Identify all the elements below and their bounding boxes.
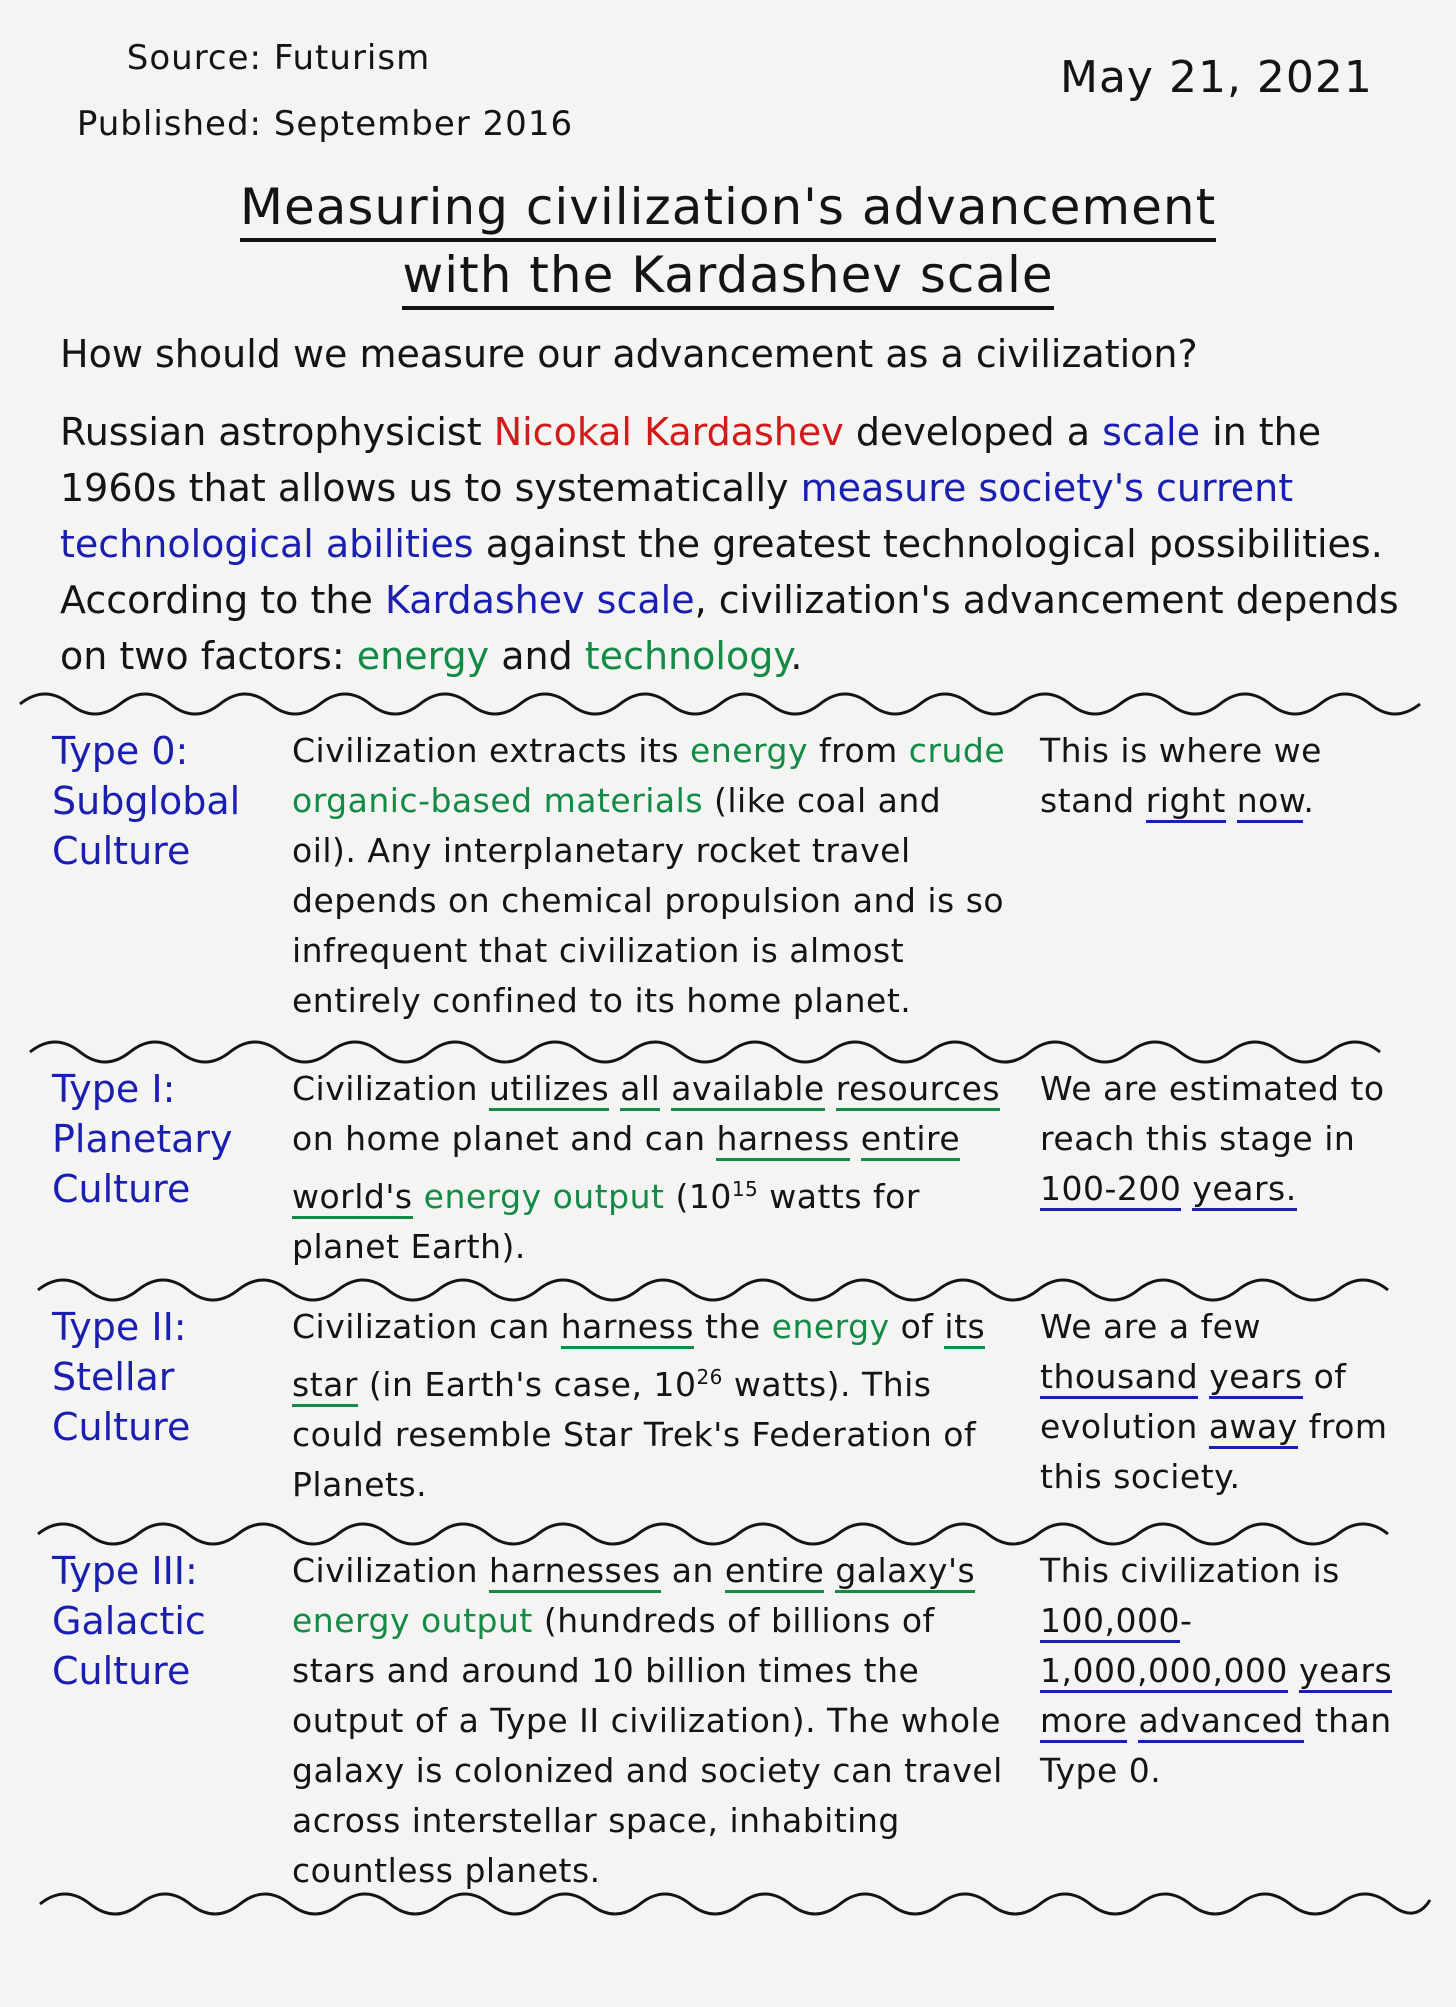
- title-text-2: with the Kardashev scale: [402, 246, 1053, 310]
- title-text-1: Measuring civilization's advancement: [240, 178, 1216, 242]
- underlined-low: 100,000: [1040, 1601, 1180, 1643]
- source-label: Source:: [126, 38, 262, 78]
- published-line: [52, 104, 573, 144]
- note-text: -: [1179, 1601, 1193, 1640]
- type-1-note: [1040, 1064, 1420, 1214]
- type-2-description: [292, 1302, 1012, 1510]
- type-0-label: [52, 726, 252, 876]
- desc-text: an: [660, 1551, 725, 1590]
- underlined-utilizes: utilizes: [489, 1069, 609, 1111]
- intro-text: developed a: [843, 410, 1103, 454]
- highlight-energy: energy: [690, 731, 809, 770]
- note-text: of evolution: [1040, 1357, 1347, 1446]
- note-text: We are estimated to reach this stage in: [1040, 1069, 1385, 1158]
- underlined-range: 100-200: [1040, 1169, 1181, 1211]
- desc-text: (in Earth's case, 10: [357, 1365, 697, 1404]
- type-label-line: Stellar: [52, 1355, 175, 1399]
- page-title-line-1: [0, 178, 1456, 242]
- highlight-energy: energy: [356, 634, 490, 678]
- underlined-away: away: [1209, 1407, 1298, 1449]
- wavy-divider: [0, 1510, 1456, 1550]
- underlined-years: years: [1299, 1651, 1392, 1693]
- underlined-entire: entire: [725, 1551, 824, 1593]
- desc-text: the: [694, 1307, 772, 1346]
- type-label-line: Culture: [52, 1405, 191, 1449]
- note-text: .: [1303, 781, 1315, 820]
- underlined-more: more: [1040, 1701, 1127, 1743]
- underlined-entire: entire: [861, 1119, 960, 1161]
- published-value: September 2016: [273, 104, 574, 144]
- exponent: 15: [731, 1177, 759, 1201]
- note-text: This is where we stand: [1040, 731, 1322, 820]
- type-1-description: [292, 1064, 1012, 1272]
- type-label-line: Planetary: [52, 1117, 233, 1161]
- note-text: [1226, 781, 1237, 820]
- highlight-kardashev-scale: Kardashev scale: [384, 578, 695, 622]
- type-3-description: [292, 1546, 1012, 1896]
- underlined-high: 1,000,000,000: [1040, 1651, 1288, 1693]
- intro-text: and: [489, 634, 585, 678]
- scientist-name: Nicokal Kardashev: [493, 410, 844, 454]
- underlined-resources: resources: [836, 1069, 1000, 1111]
- desc-text: (hundreds of billions of stars and around 10 billion times the output of a Type II civilization). The whole galaxy is colonized and society can travel across interstellar space, inhabiting countless planets.: [292, 1601, 1003, 1890]
- type-label-line: Culture: [52, 829, 191, 873]
- intro-text: against the greatest technological possibilities. According to the: [60, 522, 1383, 622]
- published-label: Published:: [76, 104, 262, 144]
- underlined-thousand: thousand: [1040, 1357, 1198, 1399]
- type-0-note: [1040, 726, 1420, 826]
- underlined-right: right: [1146, 781, 1226, 823]
- type-label-line: Type 0:: [52, 729, 189, 773]
- desc-text: watts for planet Earth).: [292, 1177, 920, 1266]
- type-label-line: Type I:: [52, 1067, 176, 1111]
- type-label-line: Type III:: [52, 1549, 198, 1593]
- highlight-crude: crude organic-based materials: [292, 731, 1006, 820]
- intro-paragraph: [60, 404, 1400, 684]
- page-title-line-2: [0, 246, 1456, 310]
- underlined-years: years.: [1192, 1169, 1296, 1211]
- wavy-divider: [0, 682, 1456, 722]
- underlined-advanced: advanced: [1138, 1701, 1303, 1743]
- underlined-its: its: [944, 1307, 985, 1349]
- underlined-now: now: [1237, 781, 1304, 823]
- type-label-line: Culture: [52, 1167, 191, 1211]
- wavy-divider: [0, 1266, 1456, 1306]
- desc-text: watts). This could resemble Star Trek's Federation of Planets.: [292, 1365, 977, 1504]
- type-label-line: Galactic: [52, 1599, 206, 1643]
- desc-text: on home planet and can: [292, 1119, 717, 1158]
- note-text: from this society.: [1040, 1407, 1388, 1496]
- type-label-line: Type II:: [52, 1305, 187, 1349]
- highlight-technology: technology: [584, 634, 791, 678]
- highlight-energy-output: energy output: [423, 1177, 665, 1216]
- highlight-energy-output: energy output: [292, 1601, 533, 1640]
- desc-text: Civilization extracts its: [292, 731, 691, 770]
- underlined-worlds: world's: [292, 1177, 413, 1219]
- desc-text: (10: [664, 1177, 732, 1216]
- source-line: [105, 38, 430, 78]
- type-1-label: [52, 1064, 252, 1214]
- intro-text: , civilization's advancement depends on two factors:: [60, 578, 1399, 678]
- underlined-available: available: [671, 1069, 824, 1111]
- intro-question: How should we measure our advancement as a civilization?: [60, 332, 1198, 376]
- highlight-measure: measure society's current technological abilities: [60, 466, 1294, 566]
- underlined-galaxys: galaxy's: [835, 1551, 975, 1593]
- intro-text: .: [790, 634, 803, 678]
- type-3-label: [52, 1546, 252, 1696]
- desc-text: of: [889, 1307, 945, 1346]
- type-2-label: [52, 1302, 252, 1452]
- underlined-harness: harness: [561, 1307, 694, 1349]
- wavy-divider: [0, 1028, 1456, 1068]
- note-text: We are a few: [1040, 1307, 1261, 1346]
- intro-text: Russian astrophysicist: [60, 410, 494, 454]
- type-2-note: [1040, 1302, 1420, 1502]
- type-0-description: [292, 726, 1012, 1026]
- underlined-harness: harness: [716, 1119, 849, 1161]
- intro-text: in the 1960s that allows us to systematically: [60, 410, 1322, 510]
- note-text: This civilization is: [1040, 1551, 1340, 1590]
- underlined-star: star: [292, 1365, 358, 1407]
- source-value: Futurism: [273, 38, 431, 78]
- note-date: May 21, 2021: [1060, 52, 1373, 103]
- highlight-energy: energy: [771, 1307, 890, 1346]
- type-label-line: Subglobal: [52, 779, 241, 823]
- desc-text: Civilization can: [292, 1307, 561, 1346]
- type-label-line: Culture: [52, 1649, 191, 1693]
- desc-text: (like coal and oil). Any interplanetary rocket travel depends on chemical propulsion and is so infrequent that civilization is almost entirely confined to its home planet.: [292, 781, 1005, 1020]
- underlined-harnesses: harnesses: [489, 1551, 661, 1593]
- highlight-scale: scale: [1102, 410, 1200, 454]
- desc-text: Civilization: [292, 1551, 489, 1590]
- exponent: 26: [696, 1365, 723, 1389]
- desc-text: Civilization: [292, 1069, 489, 1108]
- desc-text: from: [808, 731, 909, 770]
- underlined-years: years: [1209, 1357, 1302, 1399]
- underlined-all: all: [620, 1069, 660, 1111]
- type-3-note: [1040, 1546, 1420, 1796]
- note-text: than Type 0.: [1040, 1701, 1392, 1790]
